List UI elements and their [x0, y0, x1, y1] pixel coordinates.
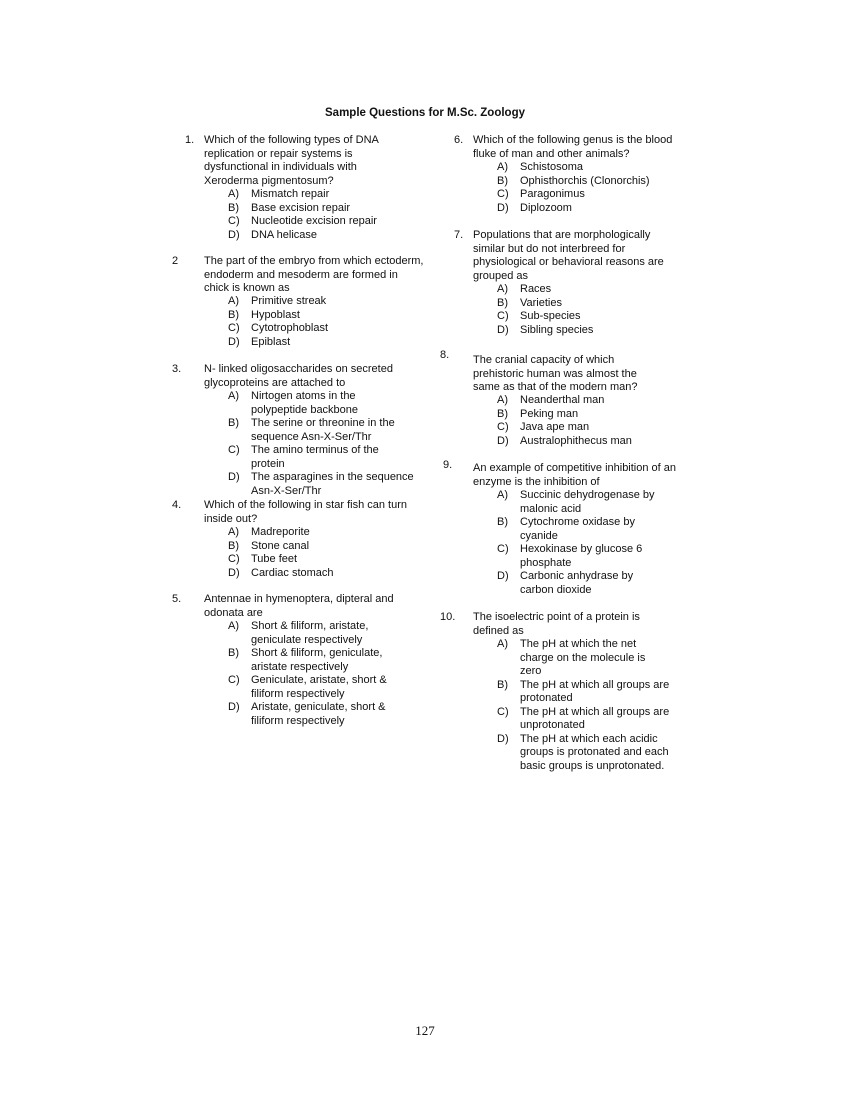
- option-text: DNA helicase: [251, 228, 318, 241]
- option-label: C): [497, 310, 509, 322]
- option-text: Java ape man: [520, 421, 590, 433]
- option-label: D): [228, 701, 240, 713]
- question-stem: Which of the following genus is the blood fluke of man and other animals?: [473, 134, 673, 160]
- option-text: Hypoblast: [251, 308, 300, 321]
- option-a: [228, 295, 411, 309]
- option-a: [228, 390, 431, 417]
- option-label: A): [228, 526, 239, 538]
- option-label: A): [497, 489, 508, 501]
- option-c: [497, 706, 690, 733]
- option-label: B): [228, 308, 239, 321]
- option-text: Hexokinase by glucose 6 phosphate: [520, 543, 643, 569]
- page-number: 127: [415, 1023, 435, 1038]
- option-text: Madreporite: [251, 526, 310, 538]
- option-text: Mismatch repair: [251, 188, 330, 200]
- option-text: The asparagines in the sequence Asn-X-Ser/Thr: [251, 471, 414, 497]
- option-a: [497, 638, 690, 679]
- option-label: B): [497, 678, 508, 691]
- option-label: D): [497, 434, 509, 447]
- option-text: Cytochrome oxidase by cyanide: [520, 516, 635, 542]
- option-text: The pH at which the net charge on the molecule is zero: [520, 638, 646, 677]
- option-text: Primitive streak: [251, 295, 327, 307]
- option-b: [497, 679, 690, 706]
- question-stem: Which of the following types of DNA replication or repair systems is dysfunctional in individuals with Xeroderma pigmentosum?: [204, 134, 379, 187]
- option-list: [497, 489, 680, 597]
- option-label: A): [228, 188, 239, 200]
- option-label: D): [497, 323, 509, 336]
- option-list: [228, 620, 401, 728]
- option-d: [497, 570, 680, 597]
- option-text: Ophisthorchis (Clonorchis): [520, 174, 650, 187]
- option-d: [497, 202, 690, 216]
- option-label: C): [497, 543, 509, 555]
- option-label: B): [228, 417, 239, 429]
- option-text: The serine or threonine in the sequence Asn-X-Ser/Thr: [251, 417, 395, 443]
- question-stem: The cranial capacity of which prehistoric human was almost the same as that of the modern man?: [473, 354, 638, 393]
- option-text: Peking man: [520, 407, 579, 420]
- option-text: Cytotrophoblast: [251, 322, 329, 334]
- option-text: Races: [520, 283, 552, 295]
- option-d: [497, 324, 690, 338]
- option-d: [228, 229, 411, 243]
- question-number: 2: [172, 255, 179, 267]
- option-text: Carbonic anhydrase by carbon dioxide: [520, 570, 634, 596]
- option-c: [228, 444, 431, 471]
- option-list: [497, 638, 690, 773]
- option-label: C): [228, 674, 240, 686]
- option-a: [497, 489, 680, 516]
- option-text: The pH at which each acidic groups is protonated and each basic groups is unprotonated.: [520, 732, 669, 772]
- option-text: Sibling species: [520, 323, 594, 336]
- question-number: 3.: [172, 363, 182, 375]
- option-label: D): [228, 471, 240, 483]
- option-label: B): [228, 201, 239, 214]
- option-d: [228, 567, 411, 581]
- option-label: A): [497, 283, 508, 295]
- option-label: A): [228, 390, 239, 402]
- option-label: C): [228, 322, 240, 334]
- option-text: Aristate, geniculate, short & filiform respectively: [251, 701, 386, 727]
- option-a: [228, 620, 401, 647]
- option-text: Succinic dehydrogenase by malonic acid: [520, 489, 655, 515]
- option-label: A): [497, 161, 508, 173]
- option-label: A): [228, 295, 239, 307]
- option-label: C): [497, 188, 509, 200]
- option-text: Short & filiform, geniculate, aristate respectively: [251, 647, 383, 673]
- option-c: [228, 674, 401, 701]
- option-d: [497, 733, 690, 774]
- question-number: 10.: [440, 611, 456, 623]
- question-number: 4.: [172, 499, 182, 511]
- option-b: [228, 309, 411, 323]
- question-number: 8.: [440, 349, 450, 361]
- option-text: Short & filiform, aristate, geniculate respectively: [251, 620, 369, 646]
- option-c: [497, 310, 690, 324]
- option-list: [497, 283, 690, 337]
- option-label: D): [497, 732, 509, 745]
- option-list: [228, 526, 411, 580]
- question-number: 9.: [443, 459, 453, 471]
- option-text: Varieties: [520, 296, 562, 309]
- question-number: 1.: [185, 134, 195, 146]
- question-number: 7.: [454, 229, 464, 241]
- option-label: C): [228, 444, 240, 456]
- option-c: [228, 322, 411, 336]
- option-b: [228, 202, 411, 216]
- question-stem: Antennae in hymenoptera, dipteral and odonata are: [204, 593, 394, 619]
- option-c: [228, 553, 411, 567]
- option-label: D): [497, 570, 509, 582]
- option-text: Cardiac stomach: [251, 566, 334, 579]
- page-title: Sample Questions for M.Sc. Zoology: [325, 107, 525, 119]
- option-b: [228, 417, 431, 444]
- option-b: [497, 175, 690, 189]
- option-text: Nucleotide excision repair: [251, 215, 377, 227]
- option-b: [497, 297, 690, 311]
- question-stem: An example of competitive inhibition of an enzyme is the inhibition of: [473, 462, 677, 488]
- option-text: Neanderthal man: [520, 394, 605, 406]
- option-text: Tube feet: [251, 553, 298, 565]
- option-label: B): [497, 174, 508, 187]
- option-c: [497, 543, 680, 570]
- option-a: [228, 188, 411, 202]
- option-text: The pH at which all groups are unprotonated: [520, 705, 670, 731]
- option-label: C): [228, 553, 240, 565]
- option-a: [497, 161, 690, 175]
- option-text: Geniculate, aristate, short & filiform respectively: [251, 674, 387, 700]
- option-d: [228, 701, 401, 728]
- option-text: The pH at which all groups are protonated: [520, 678, 670, 704]
- option-label: C): [497, 705, 509, 718]
- option-text: Epiblast: [251, 335, 291, 348]
- question-number: 5.: [172, 593, 182, 605]
- option-text: Sub-species: [520, 310, 581, 322]
- option-label: B): [497, 516, 508, 528]
- option-label: D): [228, 335, 240, 348]
- option-label: B): [228, 647, 239, 659]
- option-text: Base excision repair: [251, 201, 351, 214]
- option-text: Australophithecus man: [520, 434, 632, 447]
- option-a: [497, 283, 690, 297]
- option-list: [497, 394, 690, 448]
- option-text: Paragonimus: [520, 188, 585, 200]
- option-c: [497, 421, 690, 435]
- option-text: Diplozoom: [520, 201, 572, 214]
- option-text: Stone canal: [251, 539, 310, 552]
- option-text: Schistosoma: [520, 161, 583, 173]
- option-label: B): [497, 296, 508, 309]
- option-label: A): [497, 638, 508, 650]
- option-label: A): [228, 620, 239, 632]
- option-a: [497, 394, 690, 408]
- option-c: [228, 215, 411, 229]
- option-label: A): [497, 394, 508, 406]
- question-stem: The isoelectric point of a protein is defined as: [473, 611, 640, 637]
- option-b: [497, 516, 680, 543]
- option-text: Nirtogen atoms in the polypeptide backbone: [251, 390, 359, 416]
- option-label: B): [497, 407, 508, 420]
- option-d: [228, 471, 431, 498]
- option-label: D): [228, 228, 240, 241]
- question-stem: Which of the following in star fish can turn inside out?: [204, 499, 407, 525]
- option-d: [497, 435, 690, 449]
- option-label: C): [228, 215, 240, 227]
- option-c: [497, 188, 690, 202]
- option-list: [497, 161, 690, 215]
- option-list: [228, 188, 411, 242]
- question-stem: Populations that are morphologically similar but do not interbreed for physiological or behavioral reasons are grouped as: [473, 229, 664, 282]
- option-label: D): [497, 201, 509, 214]
- question-stem: The part of the embryo from which ectoderm, endoderm and mesoderm are formed in chick is known as: [204, 255, 424, 294]
- option-b: [228, 540, 411, 554]
- option-b: [497, 408, 690, 422]
- question-stem: N- linked oligosaccharides on secreted glycoproteins are attached to: [204, 363, 393, 389]
- option-label: D): [228, 566, 240, 579]
- option-label: C): [497, 421, 509, 433]
- option-b: [228, 647, 401, 674]
- option-text: The amino terminus of the protein: [251, 444, 379, 470]
- option-label: B): [228, 539, 239, 552]
- option-d: [228, 336, 411, 350]
- option-a: [228, 526, 411, 540]
- option-list: [228, 390, 431, 498]
- question-number: 6.: [454, 134, 464, 146]
- option-list: [228, 295, 411, 349]
